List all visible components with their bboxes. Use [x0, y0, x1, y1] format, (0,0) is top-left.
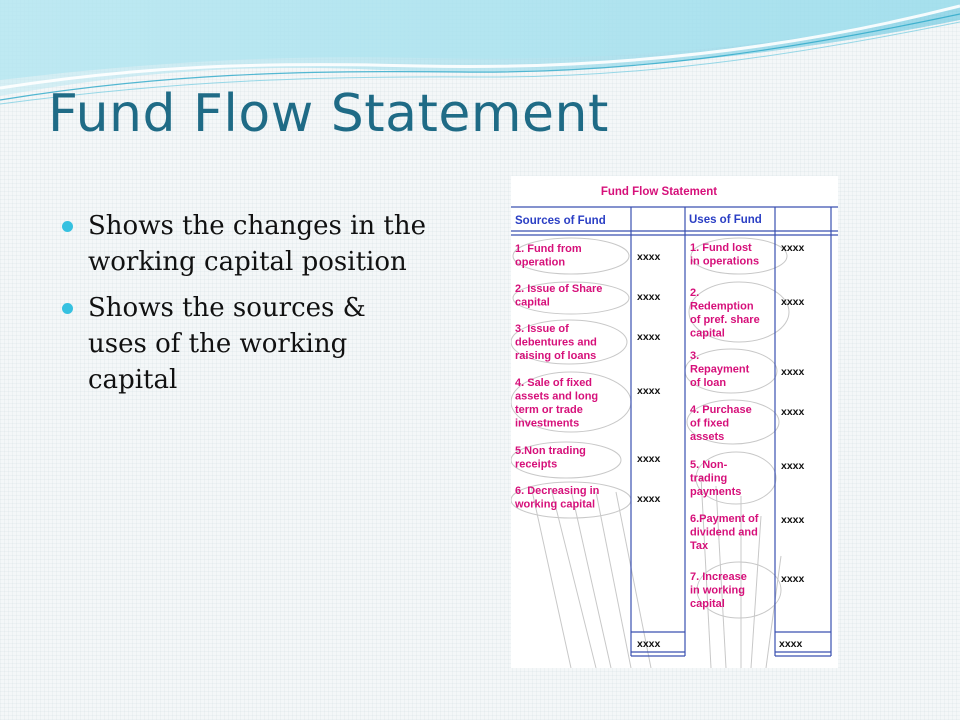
- bullet-dot-icon: [62, 303, 73, 314]
- bullet-item: [60, 208, 430, 280]
- uses-column: [690, 242, 760, 610]
- use-item-line: trading: [690, 472, 728, 485]
- use-item-line: of loan: [690, 377, 727, 389]
- source-item-line: 1. Fund from: [515, 243, 582, 255]
- source-item-line: 6. Decreasing in: [515, 485, 600, 497]
- amount-placeholder: xxxx: [637, 251, 661, 263]
- amount-placeholder: xxxx: [781, 296, 805, 308]
- amount-placeholder: xxxx: [637, 291, 661, 303]
- source-item-line: 3. Issue of: [515, 323, 569, 335]
- amount-placeholder: xxxx: [781, 514, 805, 526]
- use-item-line: 7. Increase: [690, 571, 747, 583]
- uses-header: Uses of Fund: [689, 214, 762, 226]
- slide-title: Fund Flow Statement: [48, 84, 609, 144]
- bullet-item: [60, 290, 430, 398]
- sources-column: [514, 243, 602, 511]
- amount-placeholder: xxxx: [637, 493, 661, 505]
- use-item-line: 2.: [690, 287, 700, 299]
- fund-flow-table-image: [511, 176, 838, 668]
- source-item-line: debentures and: [515, 336, 597, 349]
- source-item-line: assets and long: [515, 390, 599, 403]
- use-item-line: Redemption: [690, 300, 754, 313]
- use-item-line: in operations: [690, 255, 760, 268]
- source-item-line: capital: [515, 296, 550, 309]
- source-item-line: raising of loans: [515, 350, 597, 362]
- source-item-line: working capital: [515, 498, 596, 511]
- amount-placeholder: xxxx: [781, 242, 805, 254]
- bullet-list: [60, 208, 430, 408]
- use-item-line: payments: [690, 486, 742, 498]
- use-item-line: of fixed: [690, 417, 730, 430]
- bullet-dot-icon: [62, 221, 73, 232]
- sources-header: Sources of Fund: [515, 215, 606, 227]
- bullet-text: Shows the changes in the working capital position: [88, 211, 427, 277]
- source-item-line: receipts: [515, 458, 558, 471]
- use-item-line: Repayment: [690, 363, 750, 376]
- source-item-line: 2. Issue of Share: [515, 283, 603, 295]
- use-item-line: 6.Payment of: [690, 513, 759, 525]
- amount-placeholder: xxxx: [781, 366, 805, 378]
- use-item-line: 4. Purchase: [690, 404, 752, 416]
- amount-placeholder: xxxx: [781, 406, 805, 418]
- use-item-line: dividend and: [690, 526, 758, 539]
- total-left: xxxx: [637, 638, 661, 650]
- use-item-line: assets: [690, 431, 725, 443]
- source-item-line: operation: [515, 256, 566, 269]
- use-item-line: 1. Fund lost: [690, 242, 752, 254]
- table-title: Fund Flow Statement: [600, 186, 718, 198]
- source-item-line: 5.Non trading: [515, 445, 586, 457]
- total-right: xxxx: [779, 638, 803, 650]
- use-item-line: 5. Non-: [690, 459, 728, 471]
- use-item-line: 3.: [690, 350, 700, 362]
- use-item-line: capital: [690, 598, 725, 610]
- use-item-line: capital: [690, 327, 725, 340]
- use-item-line: in working: [690, 584, 745, 597]
- source-item-line: investments: [515, 417, 580, 430]
- amount-placeholder: xxxx: [637, 453, 661, 465]
- amount-placeholder: xxxx: [637, 385, 661, 397]
- use-item-line: of pref. share: [690, 314, 760, 326]
- amount-placeholder: xxxx: [781, 460, 805, 472]
- use-item-line: Tax: [690, 540, 709, 552]
- amount-placeholder: xxxx: [781, 573, 805, 585]
- bullet-text: Shows the sources & uses of the working capital: [88, 293, 366, 395]
- source-item-line: 4. Sale of fixed: [515, 377, 593, 389]
- amount-placeholder: xxxx: [637, 331, 661, 343]
- source-item-line: term or trade: [515, 404, 583, 416]
